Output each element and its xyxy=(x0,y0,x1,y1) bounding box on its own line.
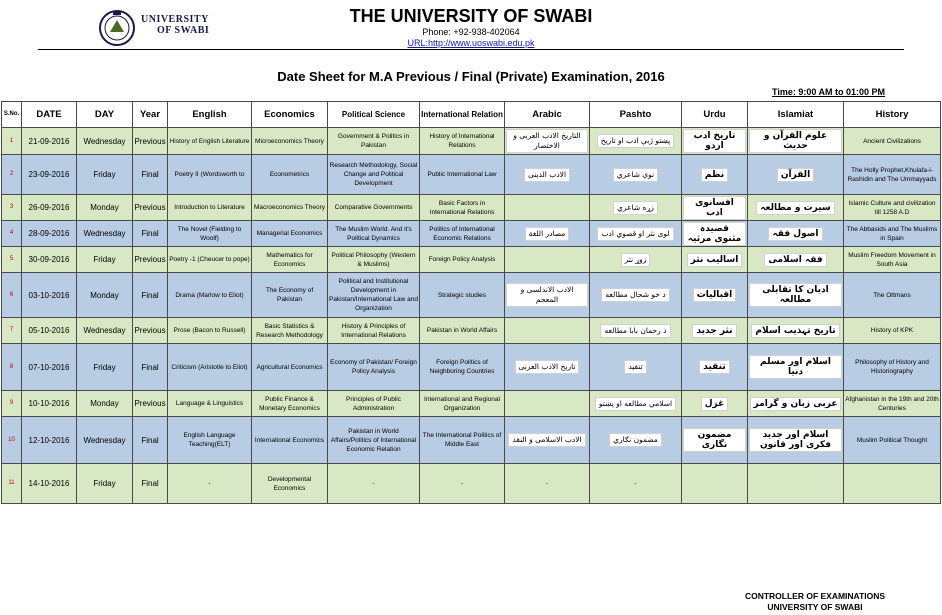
col-header-economics: Economics xyxy=(252,102,328,128)
cell-english: Poetry -1 (Cheucer to pope) xyxy=(168,247,252,273)
cell-islamiat xyxy=(748,273,844,318)
cell-date: 12-10-2016 xyxy=(22,417,77,464)
cell-year: Final xyxy=(133,155,168,195)
cell-day: Wednesday xyxy=(77,318,133,344)
urdu-text: تنقید xyxy=(624,360,646,374)
cell-english: Criticism (Aristotle to Eliot) xyxy=(168,344,252,391)
cell-sn: 7 xyxy=(2,318,22,344)
cell-english: English Language Teaching(ELT) xyxy=(168,417,252,464)
urdu-text: غزل xyxy=(701,397,729,411)
table-row xyxy=(2,155,941,195)
cell-sn: 11 xyxy=(2,464,22,504)
cell-arabic: - xyxy=(505,464,590,504)
cell-english: Introduction to Literature xyxy=(168,195,252,221)
cell-pashto xyxy=(590,391,682,417)
cell-arabic xyxy=(505,417,590,464)
controller-university: UNIVERSITY OF SWABI xyxy=(767,602,863,612)
date-sheet-table xyxy=(1,101,941,504)
university-url-link[interactable]: URL:http://www.uoswabi.edu.pk xyxy=(407,38,535,48)
urdu-text: تاریخ الادب العربی xyxy=(515,360,580,374)
cell-urdu xyxy=(682,221,748,247)
cell-pashto xyxy=(590,195,682,221)
cell-urdu xyxy=(682,318,748,344)
urdu-text: تاریخ ادب اردو xyxy=(683,129,746,153)
cell-sn: 4 xyxy=(2,221,22,247)
table-row xyxy=(2,318,941,344)
cell-english: Poetry II (Wordsworth to xyxy=(168,155,252,195)
cell-history: The Holly Prophet,Khulafa-i-Rashidin and The Ummayyads xyxy=(844,155,941,195)
cell-polsci: - xyxy=(328,464,420,504)
cell-urdu xyxy=(682,273,748,318)
cell-polsci: Political and Institutional Development in Pakistan/International Law and Organization xyxy=(328,273,420,318)
cell-date: 03-10-2016 xyxy=(22,273,77,318)
cell-pashto xyxy=(590,273,682,318)
cell-year: Final xyxy=(133,273,168,318)
cell-arabic xyxy=(505,318,590,344)
cell-english: Language & Linguistics xyxy=(168,391,252,417)
cell-islamiat xyxy=(748,221,844,247)
cell-year: Final xyxy=(133,221,168,247)
cell-arabic xyxy=(505,273,590,318)
urdu-text: الادب الاسلامی و النقد xyxy=(508,433,585,447)
logo-text-line-1: UNIVERSITY xyxy=(141,14,209,25)
col-header-political-science: Political Science xyxy=(328,102,420,128)
urdu-text: اسلامي مطالعه او پښتو xyxy=(595,397,676,411)
cell-ir: The International Politics of Middle East xyxy=(420,417,505,464)
cell-sn: 5 xyxy=(2,247,22,273)
cell-arabic xyxy=(505,195,590,221)
exam-time: Time: 9:00 AM to 01:00 PM xyxy=(772,87,886,97)
cell-ir: Strategic studies xyxy=(420,273,505,318)
controller-title: CONTROLLER OF EXAMINATIONS xyxy=(744,591,886,601)
urdu-text: نظم xyxy=(701,168,728,182)
cell-history: Ancient Civilizations xyxy=(844,128,941,155)
table-row xyxy=(2,344,941,391)
urdu-text: فقہ اسلامی xyxy=(764,253,826,267)
cell-polsci: Research Methodology, Social Change and Political Development xyxy=(328,155,420,195)
urdu-text: الادب الدینی xyxy=(524,168,570,182)
cell-date: 21-09-2016 xyxy=(22,128,77,155)
table-row xyxy=(2,195,941,221)
cell-arabic xyxy=(505,391,590,417)
cell-ir: Politics of International Economic Relations xyxy=(420,221,505,247)
cell-date: 10-10-2016 xyxy=(22,391,77,417)
urdu-text: قصیدہ مثنوی مرثیہ xyxy=(683,222,746,246)
cell-ir: Foreign Policy Analysis xyxy=(420,247,505,273)
urdu-text: ادیان کا تقابلی مطالعہ xyxy=(749,283,842,307)
cell-history: Muslim Political Thought xyxy=(844,417,941,464)
urdu-text: اسلام اور جدید فکری اور قانون xyxy=(749,428,842,452)
cell-history: The Abbasids and The Muslims in Spain xyxy=(844,221,941,247)
cell-day: Friday xyxy=(77,247,133,273)
urdu-text: الادب الاندلسی و المعجم xyxy=(506,283,588,307)
date-sheet-title: Date Sheet for M.A Previous / Final (Private) Examination, 2016 xyxy=(277,69,665,84)
cell-economics: Agricultural Economics xyxy=(252,344,328,391)
cell-day: Friday xyxy=(77,344,133,391)
urdu-text: اسلام اور مسلم دنیا xyxy=(749,355,842,379)
table-header-row xyxy=(2,102,941,128)
cell-sn: 3 xyxy=(2,195,22,221)
cell-date: 14-10-2016 xyxy=(22,464,77,504)
cell-polsci: Principles of Public Administration xyxy=(328,391,420,417)
urdu-text: افسانوی ادب xyxy=(683,196,746,220)
cell-sn: 9 xyxy=(2,391,22,417)
cell-sn: 6 xyxy=(2,273,22,318)
cell-ir: - xyxy=(420,464,505,504)
cell-economics: Basic Statistics & Research Methodology xyxy=(252,318,328,344)
cell-year: Previous xyxy=(133,391,168,417)
cell-economics: Microeconomics Theory xyxy=(252,128,328,155)
cell-arabic xyxy=(505,155,590,195)
cell-pashto xyxy=(590,344,682,391)
urdu-text: تنقید xyxy=(699,360,729,374)
col-header-day: DAY xyxy=(77,102,133,128)
urdu-text: نوې شاعري xyxy=(613,168,658,182)
col-header-arabic: Arabic xyxy=(505,102,590,128)
cell-day: Friday xyxy=(77,155,133,195)
table-row xyxy=(2,273,941,318)
col-header-english: English xyxy=(168,102,252,128)
cell-economics: International Economics xyxy=(252,417,328,464)
cell-year: Final xyxy=(133,417,168,464)
cell-economics: The Economy of Pakistan xyxy=(252,273,328,318)
col-header-date: DATE xyxy=(22,102,77,128)
controller-signature xyxy=(740,591,890,613)
cell-day: Wednesday xyxy=(77,221,133,247)
cell-day: Monday xyxy=(77,273,133,318)
urdu-text: مصادر اللغة xyxy=(525,227,570,241)
cell-pashto xyxy=(590,247,682,273)
cell-ir: International and Regional Organization xyxy=(420,391,505,417)
cell-polsci: Economy of Pakistan/ Foreign Policy Analysis xyxy=(328,344,420,391)
header-divider xyxy=(38,49,904,50)
cell-economics: Developmental Economics xyxy=(252,464,328,504)
cell-date: 07-10-2016 xyxy=(22,344,77,391)
cell-english: Drama (Marlow to Eliot) xyxy=(168,273,252,318)
cell-english: - xyxy=(168,464,252,504)
cell-polsci: Government & Politics in Pakistan xyxy=(328,128,420,155)
cell-ir: History of International Relations xyxy=(420,128,505,155)
cell-economics: Mathematics for Economics xyxy=(252,247,328,273)
urdu-text: القرآن xyxy=(777,168,814,182)
cell-arabic xyxy=(505,247,590,273)
cell-year: Final xyxy=(133,344,168,391)
cell-islamiat xyxy=(748,247,844,273)
urdu-text: نثر جدید xyxy=(692,324,736,338)
cell-date: 28-09-2016 xyxy=(22,221,77,247)
cell-islamiat xyxy=(748,195,844,221)
cell-economics: Econometrics xyxy=(252,155,328,195)
table-row xyxy=(2,221,941,247)
cell-urdu xyxy=(682,128,748,155)
cell-polsci: The Muslim World. And it's Political Dynamics xyxy=(328,221,420,247)
cell-sn: 1 xyxy=(2,128,22,155)
urdu-text: د رحمان بابا مطالعه xyxy=(600,324,670,338)
table-row xyxy=(2,391,941,417)
phone-number: Phone: +92-938-402064 xyxy=(422,27,520,37)
cell-sn: 2 xyxy=(2,155,22,195)
urdu-text: اصول فقہ xyxy=(768,227,822,241)
urdu-text: التاریخ الادب العربی و الاختصار xyxy=(506,129,588,153)
col-header-year: Year xyxy=(133,102,168,128)
cell-urdu xyxy=(682,464,748,504)
table-body xyxy=(2,128,941,504)
cell-economics: Macroeconomics Theory xyxy=(252,195,328,221)
table-row xyxy=(2,128,941,155)
cell-history: Philosophy of History and Historiography xyxy=(844,344,941,391)
cell-ir: Pakistan in World Affairs xyxy=(420,318,505,344)
cell-date: 30-09-2016 xyxy=(22,247,77,273)
cell-year: Previous xyxy=(133,195,168,221)
cell-date: 23-09-2016 xyxy=(22,155,77,195)
cell-urdu xyxy=(682,195,748,221)
cell-day: Friday xyxy=(77,464,133,504)
urdu-text: زوړ نثر xyxy=(621,253,651,267)
urdu-text: اسالیب نثر xyxy=(687,253,743,267)
col-header-international-relation: International Relation xyxy=(420,102,505,128)
cell-arabic xyxy=(505,221,590,247)
cell-pashto xyxy=(590,155,682,195)
cell-history: History of KPK xyxy=(844,318,941,344)
cell-english: The Novel (Fielding to Woolf) xyxy=(168,221,252,247)
cell-year: Previous xyxy=(133,318,168,344)
col-header-sno: S.No. xyxy=(2,102,22,128)
cell-polsci: History & Principles of International Relations xyxy=(328,318,420,344)
col-header-history: History xyxy=(844,102,941,128)
col-header-islamiat: Islamiat xyxy=(748,102,844,128)
cell-islamiat xyxy=(748,128,844,155)
cell-sn: 10 xyxy=(2,417,22,464)
cell-polsci: Pakistan in World Affairs/Politics of International Economic Relation xyxy=(328,417,420,464)
cell-pashto xyxy=(590,221,682,247)
cell-ir: Foreign Politics of Neighboring Countries xyxy=(420,344,505,391)
urdu-text: سیرت و مطالعہ xyxy=(756,201,834,215)
col-header-urdu: Urdu xyxy=(682,102,748,128)
urdu-text: مضمون نگاری xyxy=(683,428,746,452)
cell-ir: Basic Factors in International Relations xyxy=(420,195,505,221)
table-row xyxy=(2,247,941,273)
cell-ir: Public International Law xyxy=(420,155,505,195)
table-row xyxy=(2,417,941,464)
urdu-text: عربی زبان و گرامر xyxy=(750,397,842,411)
cell-history: Muslim Freedom Movement in South Asia xyxy=(844,247,941,273)
cell-urdu xyxy=(682,247,748,273)
cell-english: Prose (Bacon to Russell) xyxy=(168,318,252,344)
urdu-text: پښتو ژبې ادب او تاریخ xyxy=(597,134,675,148)
cell-islamiat xyxy=(748,155,844,195)
cell-pashto xyxy=(590,318,682,344)
col-header-pashto: Pashto xyxy=(590,102,682,128)
cell-urdu xyxy=(682,344,748,391)
cell-day: Wednesday xyxy=(77,417,133,464)
table-row xyxy=(2,464,941,504)
cell-day: Monday xyxy=(77,195,133,221)
cell-polsci: Political Philosophy (Western & Muslims) xyxy=(328,247,420,273)
cell-pashto xyxy=(590,128,682,155)
urdu-text: زړه شاعري xyxy=(613,201,658,215)
cell-islamiat xyxy=(748,464,844,504)
cell-polsci: Comparative Governments xyxy=(328,195,420,221)
cell-urdu xyxy=(682,155,748,195)
cell-history: Afghanistan in the 19th and 20th Centuries xyxy=(844,391,941,417)
cell-date: 05-10-2016 xyxy=(22,318,77,344)
cell-day: Monday xyxy=(77,391,133,417)
cell-arabic xyxy=(505,128,590,155)
cell-islamiat xyxy=(748,391,844,417)
cell-year: Previous xyxy=(133,247,168,273)
cell-islamiat xyxy=(748,318,844,344)
urdu-text: د خو شحال مطالعه xyxy=(601,288,669,302)
urdu-text: علوم القرآن و حدیث xyxy=(749,129,842,153)
cell-date: 26-09-2016 xyxy=(22,195,77,221)
cell-arabic xyxy=(505,344,590,391)
cell-islamiat xyxy=(748,417,844,464)
cell-islamiat xyxy=(748,344,844,391)
cell-economics: Public Finance & Monetary Economics xyxy=(252,391,328,417)
cell-year: Final xyxy=(133,464,168,504)
cell-economics: Managerial Economics xyxy=(252,221,328,247)
cell-pashto: - xyxy=(590,464,682,504)
urdu-text: تاریخ تہذیب اسلام xyxy=(751,324,839,338)
cell-history: The Ottmans xyxy=(844,273,941,318)
cell-urdu xyxy=(682,391,748,417)
cell-english: History of English Literature xyxy=(168,128,252,155)
cell-urdu xyxy=(682,417,748,464)
university-title: THE UNIVERSITY OF SWABI xyxy=(349,6,593,26)
cell-pashto xyxy=(590,417,682,464)
cell-sn: 8 xyxy=(2,344,22,391)
urdu-text: مضمون نګاري xyxy=(609,433,662,447)
cell-history: Islamic Culture and civilization till 1258 A.D xyxy=(844,195,941,221)
urdu-text: اقبالیات xyxy=(693,288,737,302)
urdu-text: لوی نثر او قصوي ادب xyxy=(597,227,673,241)
logo-text-line-2: OF SWABI xyxy=(157,25,210,36)
cell-history xyxy=(844,464,941,504)
cell-day: Wednesday xyxy=(77,128,133,155)
cell-year: Previous xyxy=(133,128,168,155)
